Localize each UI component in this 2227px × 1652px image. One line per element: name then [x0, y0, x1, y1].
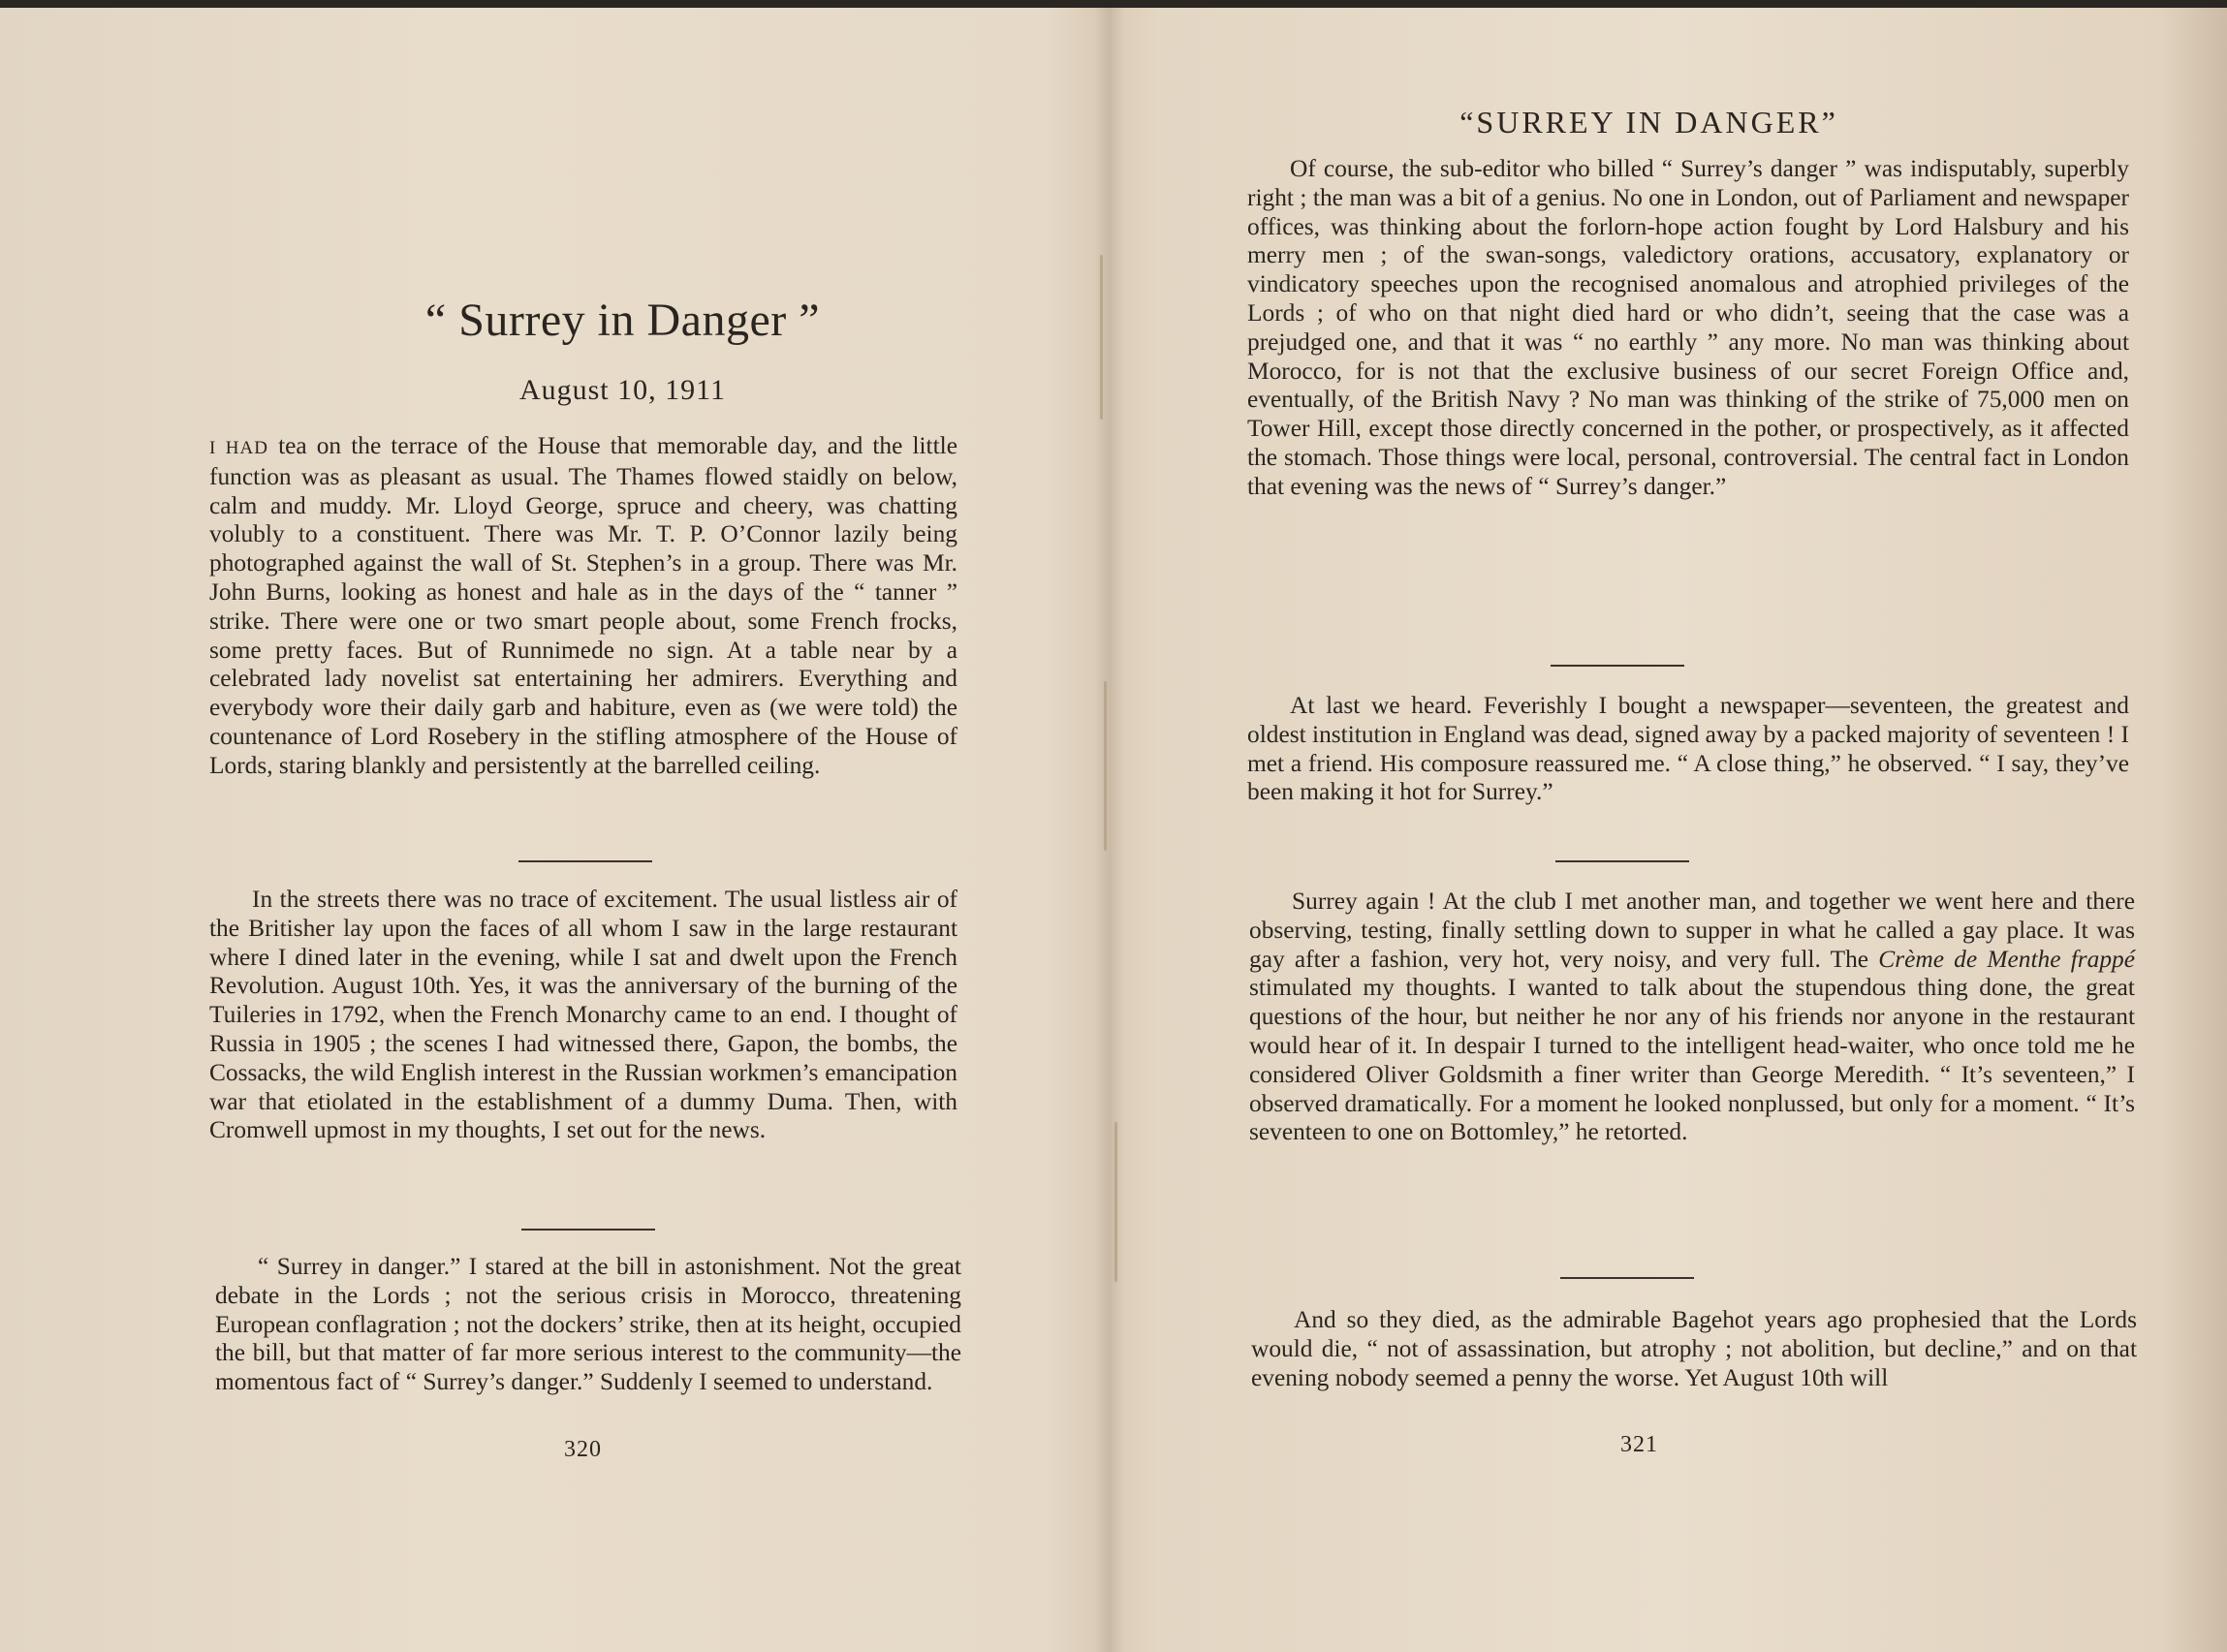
left-paragraph-1: I HAD tea on the terrace of the House that memorable day, and the little function was as pleasant as usual. The Thames flowed staidly on below, calm and muddy. Mr. Lloyd George, spruce and cheery, was chatting volubly to a constituent. There was Mr. T. P. O’Connor lazily being photographed against the wall of St. Stephen’s in a group. There was Mr. John Burns, looking as honest and hale as in the days of the “ tanner ” strike. There were one or two smart people about, some French frocks, some pretty faces. But of Runnimede no sign. At a table near by a celebrated lady novelist sat entertaining her admirers. Everything and everybody wore their daily garb and habiture, even as (we were told) the countenance of Lord Rosebery in the stifling atmosphere of the House of Lords, staring blankly and persistently at the barrelled ceiling. — [209, 432, 957, 779]
book-spread — [0, 8, 2227, 1652]
left-page — [0, 8, 1110, 1652]
right-paragraph-2: At last we heard. Feverishly I bought a newspaper—seventeen, the greatest and oldest institution in England was dead, signed away by a packed majority of seventeen ! I met a friend. His composure reassured me. “ A close thing,” he observed. “ I say, they’ve been making it hot for Surrey.” — [1247, 692, 2129, 806]
page-number: 320 — [564, 1437, 602, 1462]
section-divider — [1551, 665, 1684, 667]
italic-phrase: Crème de Menthe frappé — [1878, 945, 2135, 973]
right-page — [1110, 8, 2227, 1652]
right-paragraph-4: And so they died, as the admirable Bagehot years ago prophesied that the Lords would die, “ not of assassination, but atrophy ; not abolition, but decline,” and on that evening nobody seemed a penny the worse. Yet August 10th will — [1251, 1306, 2137, 1391]
chapter-title: “ Surrey in Danger ” — [424, 295, 821, 346]
page-number: 321 — [1620, 1432, 1658, 1457]
chapter-date: August 10, 1911 — [518, 374, 727, 406]
small-caps-leadin: I HAD — [209, 438, 268, 458]
right-paragraph-1: Of course, the sub-editor who billed “ Surrey’s danger ” was indisputably, superbly right ; the man was a bit of a genius. No one in London, out of Parliament and newspaper offices, was thinking about the forlorn-hope action fought by Lord Halsbury and his merry men ; of the swan-songs, valedictory orations, accusatory, explanatory or vindicatory speeches upon the recognised anomalous and atrophied privileges of the Lords ; of who on that night died hard or who didn’t, seeing that the case was a prejudged one, and that it was “ no earthly ” any more. No man was thinking about Morocco, for is not that the exclusive business of our secret Foreign Office and, eventually, of the British Navy ? No man was thinking of the strike of 75,000 men on Tower Hill, except those directly concerned in the pother, or prospectively, as it affected the stomach. Those things were local, personal, controversial. The central fact in London that evening was the news of “ Surrey’s danger.” — [1247, 155, 2129, 500]
section-divider — [518, 860, 652, 862]
section-divider — [1555, 860, 1689, 862]
left-paragraph-2: In the streets there was no trace of excitement. The usual listless air of the Britisher lay upon the faces of all whom I saw in the large restaurant where I dined later in the evening, while I sat and dwelt upon the French Revolution. August 10th. Yes, it was the anniversary of the burning of the Tuileries in 1792, when the French Monarchy came to an end. I thought of Russia in 1905 ; the scenes I had witnessed there, Gapon, the bombs, the Cossacks, the wild English interest in the Russian workmen’s emancipation war that etiolated in the establishment of a dummy Duma. Then, with Cromwell upmost in my thoughts, I set out for the news. — [209, 886, 957, 1144]
left-paragraph-3: “ Surrey in danger.” I stared at the bill in astonishment. Not the great debate in the Lords ; not the serious crisis in Morocco, threatening European conflagration ; not the dockers’ strike, then at its height, occupied the bill, but that matter of far more serious interest to the community—the momentous fact of “ Surrey’s danger.” Suddenly I seemed to understand. — [215, 1253, 961, 1396]
section-divider — [521, 1229, 655, 1231]
right-paragraph-3: Surrey again ! At the club I met another man, and together we went here and there observing, testing, finally settling down to supper in what he called a gay place. It was gay after a fashion, very hot, very noisy, and very full. The Crème de Menthe frappé stimulated my thoughts. I wanted to talk about the stupendous thing done, the great questions of the hour, but neither he nor any of his friends nor anyone in the restaurant would hear of it. In despair I turned to the intelligent head-waiter, who once told me he considered Oliver Goldsmith a finer writer than George Meredith. “ It’s seventeen,” I observed dramatically. For a moment he looked nonplussed, but only for a moment. “ It’s seventeen to one on Bottomley,” he retorted. — [1249, 888, 2135, 1146]
section-divider — [1560, 1277, 1694, 1279]
running-head: “SURREY IN DANGER” — [1459, 105, 1838, 140]
